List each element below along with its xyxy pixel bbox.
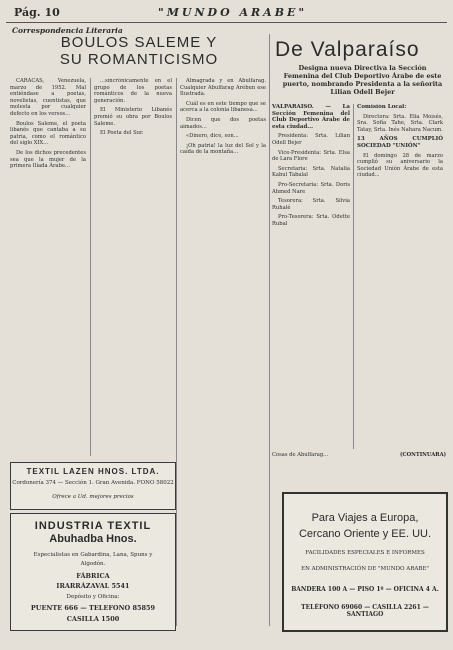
column-heading: Comisión Local: — [357, 104, 407, 110]
article-paragraph: CARACAS, Venezuela, marzo de 1952. Mal entiéndase a poetas, novelistas, cuentistas, que molesta por cualquier defecto en los versos... — [10, 78, 86, 117]
ad-subtitle: Cercano Oriente y EE. UU. — [298, 528, 432, 540]
article-paragraph: El Poeta del Sur. — [100, 130, 144, 137]
ad-line: Especialistas en Gabardina, Lana, Spuns y — [33, 552, 153, 558]
article-paragraph: Boulos Saleme, el poeta libanés que cantaba a su patria, como el romántico del siglo XIX... — [10, 120, 86, 147]
left-headline — [24, 34, 254, 68]
ad-abuhadba — [10, 513, 176, 631]
article-fragment: Cosas de Abulfarag... — [272, 452, 329, 458]
left-headline-line1: BOULOS SALEME Y — [60, 34, 218, 51]
ad-title: INDUSTRIA TEXTIL — [34, 520, 152, 532]
ad-address: Cordonería 374 — Sección 1. Gran Avenida. FONO 58022 — [12, 480, 174, 486]
ad-tagline: Ofrece a Ud. mejores precios — [52, 494, 134, 500]
page-header — [8, 6, 445, 22]
article-column-5 — [357, 104, 443, 449]
left-headline-line2: SU ROMANTICISMO — [59, 51, 219, 68]
ad-brand: Abuhadba Hnos. — [49, 533, 137, 545]
article-paragraph: Almagrada y en Abulfarag. Cualquier Abulfarag Arebun ese Ilustrada. — [180, 78, 266, 98]
officer-line: Secretaria: Srta. Natalia Kabul Tabalal — [272, 165, 350, 179]
article-column-3 — [180, 78, 266, 623]
ad-title: TEXTIL LAZEN HNOS. LTDA. — [26, 467, 160, 476]
officer-line: Vice-Presidenta: Srta. Elsa de Lara Flore — [272, 149, 350, 163]
article-paragraph: El domingo 28 de marzo cumplió su aniversario la Sociedad Unión Árabe de esta ciudad... — [357, 152, 443, 179]
column-lead: VALPARAISO. — La Sección Femenina del Club Deportivo Árabe de esta ciudad... — [272, 104, 350, 130]
article-paragraph: «Dinero, dice, son... — [186, 133, 239, 140]
ad-title: Para Viajes a Europa, — [311, 512, 419, 524]
ad-line: CASILLA 1500 — [66, 615, 120, 623]
article-paragraph: El Ministerio Libanés premió su obra por Boulos Saleme. — [94, 107, 172, 127]
article-paragraph: Directora: Srta. Elia Moisés, Sra. Sofía Tahe, Srta. Clark Tatay, Srta. Inés Nahara Nacum. — [357, 113, 443, 133]
ad-line: EN ADMINISTRACIÓN DE "MUNDO ARABE" — [301, 566, 429, 572]
ad-textil-lazen — [10, 462, 176, 510]
ad-line: Algodón. — [80, 561, 106, 567]
ad-line: BANDERA 100 A — PISO 1º — OFICINA 4 A. — [291, 586, 439, 593]
column-divider — [269, 34, 270, 626]
right-headline: De Valparaíso — [275, 38, 420, 61]
ad-line: IRARRÁZAVAL 5541 — [56, 582, 130, 590]
ad-travel — [282, 492, 448, 632]
page-number: Pág. 10 — [14, 6, 60, 19]
article-column-4 — [272, 104, 350, 449]
column-divider — [176, 78, 177, 626]
article-paragraph: De los dichos precedentes sea que la mujer de la primera Ilíada Árabe... — [10, 149, 86, 170]
officer-line: Tesorera: Srta. Silvia Ruhalé — [272, 198, 350, 211]
officer-line: Pro-Tesorera: Srta. Odette Rubal — [272, 214, 350, 227]
continued-label: (CONTINUARA) — [400, 452, 447, 458]
officer-line: Presidenta: Srta. Lilian Odell Bejer — [272, 133, 350, 146]
officer-line: Pro-Secretaria: Srta. Doris Ahmed Nare — [272, 181, 350, 195]
ad-line: FÁBRICA — [76, 572, 110, 580]
article-paragraph: Dicen que dos poetas aimados... — [180, 116, 266, 130]
article-column-2 — [94, 78, 172, 453]
ad-line: TELÉFONO 69060 — CASILLA 2261 — SANTIAGO — [301, 604, 429, 618]
ad-line: Depósito y Oficina: — [66, 594, 120, 600]
column-divider — [90, 78, 91, 456]
ad-line: FACILIDADES ESPECIALES E INFORMES — [305, 550, 425, 556]
article-paragraph: Cuál es en este tiempo que se acerca a la colonia libanesa... — [180, 100, 266, 114]
column-divider — [353, 104, 354, 449]
ad-line: PUENTE 666 — TELEFONO 85859 — [30, 604, 156, 612]
article-column-1 — [10, 78, 86, 453]
right-subhead: Designa nueva Directiva la Sección Femenina del Club Deportivo Árabe de este puerto, nombrando Presidenta a la señorita Lilian Odell Bejer — [282, 64, 443, 96]
header-rule — [6, 22, 447, 23]
masthead: "MUNDO ARABE" — [158, 6, 308, 19]
column-subheading: 13 AÑOS CUMPLIÓ SOCIEDAD "UNIÓN" — [357, 136, 443, 149]
article-paragraph: ¡Oh patria! la luz del Sol y la caída de la montaña... — [180, 142, 266, 156]
section-kicker: Correspondencia Literaria — [12, 26, 123, 35]
article-paragraph: ...sincrónicamente en el grupo de los poetas románticos de la nueva generación. — [94, 78, 172, 104]
